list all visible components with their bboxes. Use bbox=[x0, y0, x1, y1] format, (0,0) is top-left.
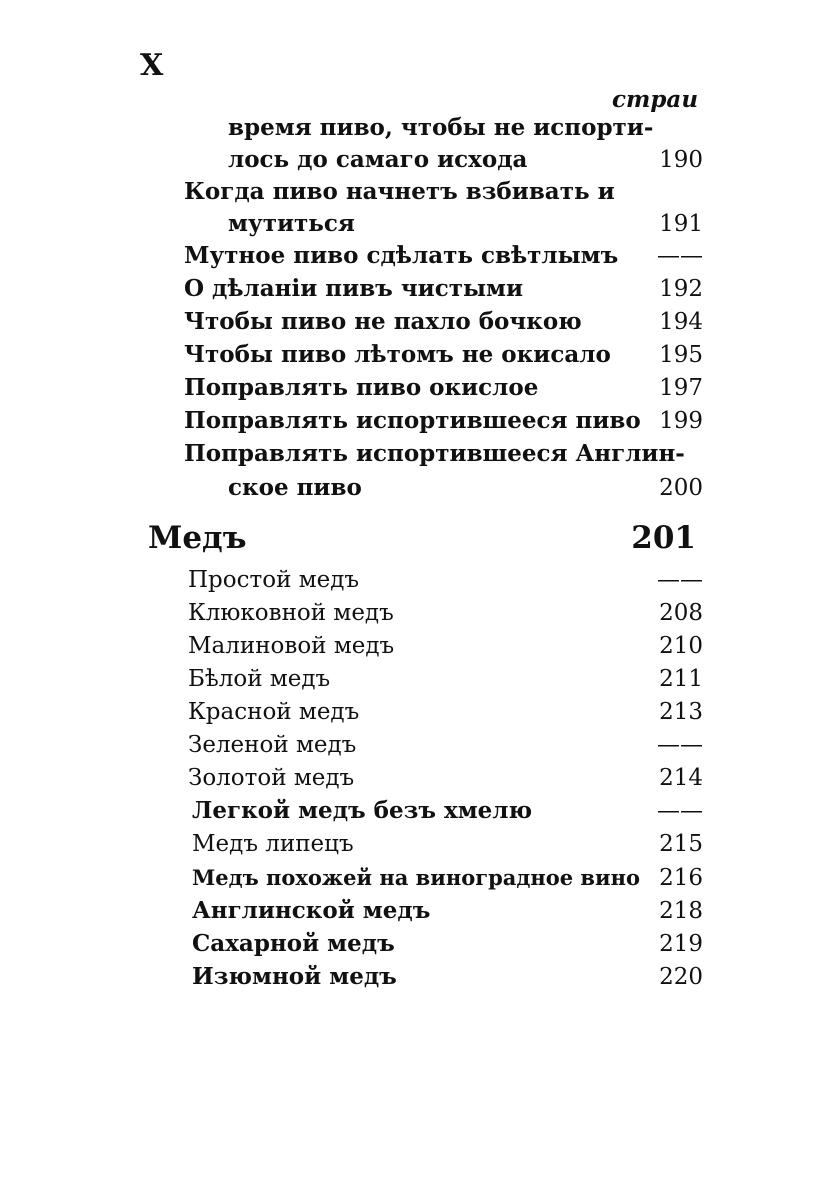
toc-entry-page: 215 bbox=[659, 831, 703, 857]
toc-entry bbox=[0, 663, 840, 695]
section-heading bbox=[0, 516, 840, 560]
section-heading-page: 201 bbox=[631, 520, 696, 556]
toc-entry bbox=[0, 762, 840, 794]
toc-entry bbox=[0, 306, 840, 338]
toc-entry-title: Поправлять испортившееся пиво bbox=[184, 407, 641, 434]
toc-entry bbox=[0, 273, 840, 305]
toc-entry-page: 192 bbox=[659, 276, 703, 302]
toc-entry bbox=[0, 597, 840, 629]
toc-entry bbox=[0, 895, 840, 927]
page-number: X bbox=[140, 48, 165, 83]
toc-entry-page: —— bbox=[657, 732, 703, 758]
toc-entry-page: 214 bbox=[659, 765, 703, 791]
toc-entry-page: —— bbox=[657, 567, 703, 593]
toc-entry-title: мутиться bbox=[228, 210, 355, 237]
toc-entry bbox=[0, 472, 840, 504]
toc-entry-title: ское пиво bbox=[228, 474, 362, 501]
toc-entry-title: Когда пиво начнетъ взбивать и bbox=[184, 178, 615, 205]
toc-entry-page: 197 bbox=[659, 375, 703, 401]
toc-entry-title: время пиво, чтобы не испорти- bbox=[228, 114, 654, 141]
toc-entry-title: Малиновой медъ bbox=[188, 633, 395, 659]
toc-entry-title: Англинской медъ bbox=[192, 897, 431, 924]
toc-entry-title: Мутное пиво сдѣлать свѣтлымъ bbox=[184, 242, 619, 269]
toc-entry-page: 210 bbox=[659, 633, 703, 659]
toc-entry-page: 216 bbox=[659, 865, 703, 891]
toc-entry bbox=[0, 208, 840, 240]
toc-entry bbox=[0, 795, 840, 827]
toc-entry-title: О дѣланіи пивъ чистыми bbox=[184, 275, 524, 302]
toc-entry bbox=[0, 240, 840, 272]
toc-entry bbox=[0, 696, 840, 728]
toc-entry-page: 199 bbox=[659, 408, 703, 434]
toc-entry bbox=[0, 630, 840, 662]
toc-entry-title: Красной медъ bbox=[188, 699, 360, 725]
toc-entry-page: 195 bbox=[659, 342, 703, 368]
toc-entry-page: —— bbox=[657, 798, 703, 824]
toc-entry-title: Клюковной медъ bbox=[188, 600, 394, 626]
toc-entry bbox=[0, 112, 840, 144]
toc-entry-title: лось до самаго исхода bbox=[228, 146, 528, 173]
toc-entry bbox=[0, 729, 840, 761]
toc-entry-page: 218 bbox=[659, 898, 703, 924]
toc-entry-title: Простой медъ bbox=[188, 567, 360, 593]
toc-entry-page: 200 bbox=[659, 475, 703, 501]
toc-entry bbox=[0, 144, 840, 176]
toc-entry bbox=[0, 564, 840, 596]
toc-entry-page: 190 bbox=[659, 147, 703, 173]
toc-entry bbox=[0, 828, 840, 860]
toc-entry-page: 213 bbox=[659, 699, 703, 725]
toc-entry-title: Изюмной медъ bbox=[192, 963, 397, 990]
toc-entry bbox=[0, 372, 840, 404]
toc-entry-title: Поправлять пиво окислое bbox=[184, 374, 539, 401]
page-column-header: страи bbox=[612, 86, 699, 113]
toc-entry-title: Бѣлой медъ bbox=[188, 666, 331, 692]
toc-entry-title: Зеленой медъ bbox=[188, 732, 357, 758]
toc-entry-page: 211 bbox=[659, 666, 703, 692]
toc-entry-title: Чтобы пиво не пахло бочкою bbox=[184, 308, 582, 335]
toc-entry-title: Чтобы пиво лѣтомъ не окисало bbox=[184, 341, 611, 368]
toc-entry-page: 220 bbox=[659, 964, 703, 990]
toc-entry bbox=[0, 176, 840, 208]
toc-entry-page: 194 bbox=[659, 309, 703, 335]
toc-entry bbox=[0, 339, 840, 371]
toc-entry bbox=[0, 928, 840, 960]
toc-entry-title: Золотой медъ bbox=[188, 765, 355, 791]
toc-entry-title: Медъ похожей на виноградное вино bbox=[192, 865, 640, 890]
toc-entry-title: Поправлять испортившееся Англин- bbox=[184, 440, 685, 467]
toc-entry bbox=[0, 862, 840, 894]
section-heading-title: Медъ bbox=[148, 520, 247, 556]
toc-entry-page: 208 bbox=[659, 600, 703, 626]
toc-entry bbox=[0, 438, 840, 470]
toc-entry-title: Медъ липецъ bbox=[192, 831, 354, 857]
toc-entry-page: 191 bbox=[659, 211, 703, 237]
toc-entry-title: Легкой медъ безъ хмелю bbox=[192, 797, 533, 824]
toc-entry-page: 219 bbox=[659, 931, 703, 957]
toc-entry-title: Сахарной медъ bbox=[192, 930, 395, 957]
toc-entry bbox=[0, 961, 840, 993]
toc-entry bbox=[0, 405, 840, 437]
toc-entry-page: —— bbox=[657, 243, 703, 269]
